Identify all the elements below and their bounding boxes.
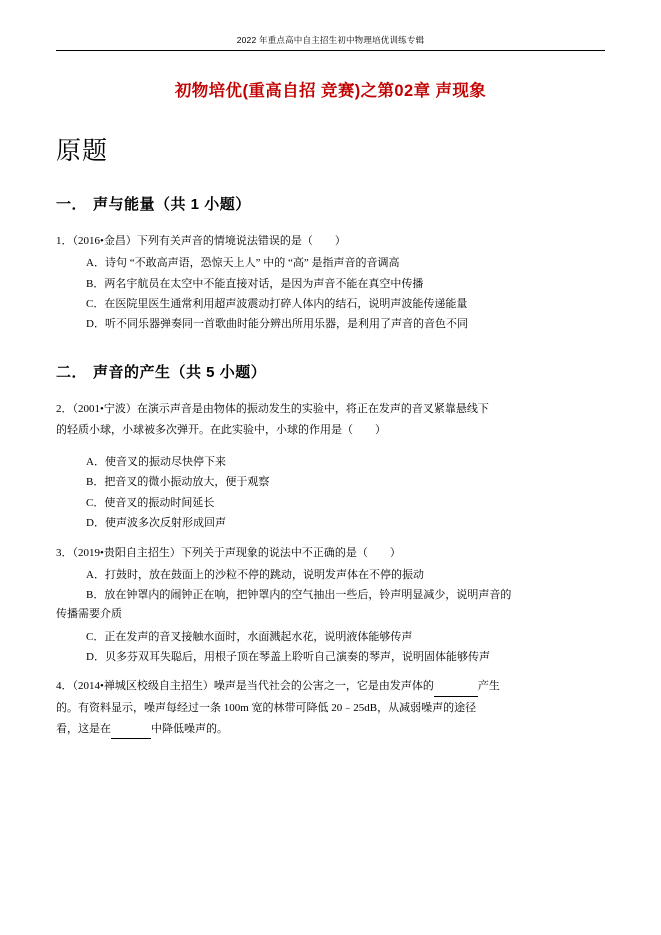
question-1-stem [56, 232, 605, 251]
question-4-blank-1[interactable] [434, 684, 478, 697]
group-label-2: 声音的产生（共 5 小题） [93, 363, 267, 381]
document-title: 初物培优(重高自招 竞赛)之第02章 声现象 [174, 82, 487, 100]
question-4 [56, 677, 605, 739]
question-3-option-c: C．正在发声的音叉接触水面时，水面溅起水花，说明液体能够传声 [86, 630, 413, 643]
question-4-number: 4． [56, 680, 73, 693]
question-4-line-3 [56, 720, 605, 739]
question-2-option-b: B．把音叉的微小振动放大，便于观察 [86, 476, 270, 489]
question-1-number: 1． [56, 235, 73, 247]
group-number-1: 一． [56, 196, 88, 213]
question-3-stem [56, 544, 605, 563]
question-2-stem [56, 400, 605, 419]
question-1-source: （2016•金昌） [72, 235, 137, 247]
question-2-option-c: C．使音叉的振动时间延长 [86, 496, 215, 509]
question-3-number: 3． [56, 546, 73, 559]
question-3 [56, 544, 605, 668]
question-2-number: 2． [56, 402, 73, 415]
running-head: 2022 年重点高中自主招生初中物理培优训练专辑 [56, 34, 605, 51]
group-heading-2 [56, 361, 605, 382]
question-4-stem [56, 677, 605, 696]
question-1-option-c: C．在医院里医生通常利用超声波震动打碎人体内的结石，说明声波能传递能量 [86, 297, 468, 310]
question-4-line-2: 的。有资料显示，噪声每经过一条 100m 宽的林带可降低 20﹣25dB，从减弱噪声的途径 [56, 701, 477, 714]
question-1-option-b: B．两名宇航员在太空中不能直接对话，是因为声音不能在真空中传播 [86, 277, 424, 290]
question-2-source: （2001•宁波） [72, 402, 137, 415]
question-2-stem-cont: 的轻质小球，小球被多次弹开。在此实验中，小球的作用是（ ） [56, 423, 386, 436]
question-3-text: 下列关于声现象的说法中不正确的是（ ） [180, 546, 401, 559]
question-1-option-d: D．听不同乐器弹奏同一首歌曲时能分辨出所用乐器，是利用了声音的音色不同 [86, 318, 468, 331]
question-2 [56, 400, 605, 534]
question-4-text-2: 产生 [477, 680, 500, 693]
question-3-option-b-line1: B．放在钟罩内的闹钟正在响，把钟罩内的空气抽出一些后，铃声明显减少，说明声音的 [86, 589, 512, 602]
question-3-source: （2019•贵阳自主招生） [72, 546, 181, 559]
question-2-option-d: D．使声波多次反射形成回声 [86, 517, 226, 530]
question-4-source: （2014•禅城区校级自主招生） [72, 680, 214, 693]
group-label-1: 声与能量（共 1 小题） [93, 196, 251, 213]
question-1-option-a: A．诗句 “不敢高声语，恐惊天上人” 中的 “高” 是指声音的音调高 [86, 257, 400, 270]
question-3-option-b-cont: 传播需要介质 [56, 608, 122, 621]
section-heading: 原题 [56, 138, 109, 165]
question-4-blank-2[interactable] [111, 726, 151, 739]
question-2-text: 在演示声音是由物体的振动发生的实验中，将正在发声的音叉紧靠悬线下 [136, 402, 489, 415]
question-3-option-d: D．贝多芬双耳失聪后，用根子顶在琴盖上聆听自己演奏的琴声，说明固体能够传声 [86, 651, 490, 664]
question-3-option-a: A．打鼓时，放在鼓面上的沙粒不停的跳动，说明发声体在不停的振动 [86, 568, 424, 581]
question-4-line-3-text-1: 看，这是在 [56, 722, 111, 735]
question-1 [56, 232, 605, 335]
question-4-line-3-text-2: 中降低噪声的。 [151, 722, 228, 735]
question-4-text-1: 噪声是当代社会的公害之一，它是由发声体的 [213, 680, 434, 693]
group-number-2: 二． [56, 363, 88, 381]
question-2-option-a: A．使音叉的振动尽快停下来 [86, 456, 226, 469]
question-1-text: 下列有关声音的情境说法错误的是（ ） [136, 235, 346, 247]
question-3-option-b [56, 585, 605, 605]
group-heading-1 [56, 193, 605, 214]
